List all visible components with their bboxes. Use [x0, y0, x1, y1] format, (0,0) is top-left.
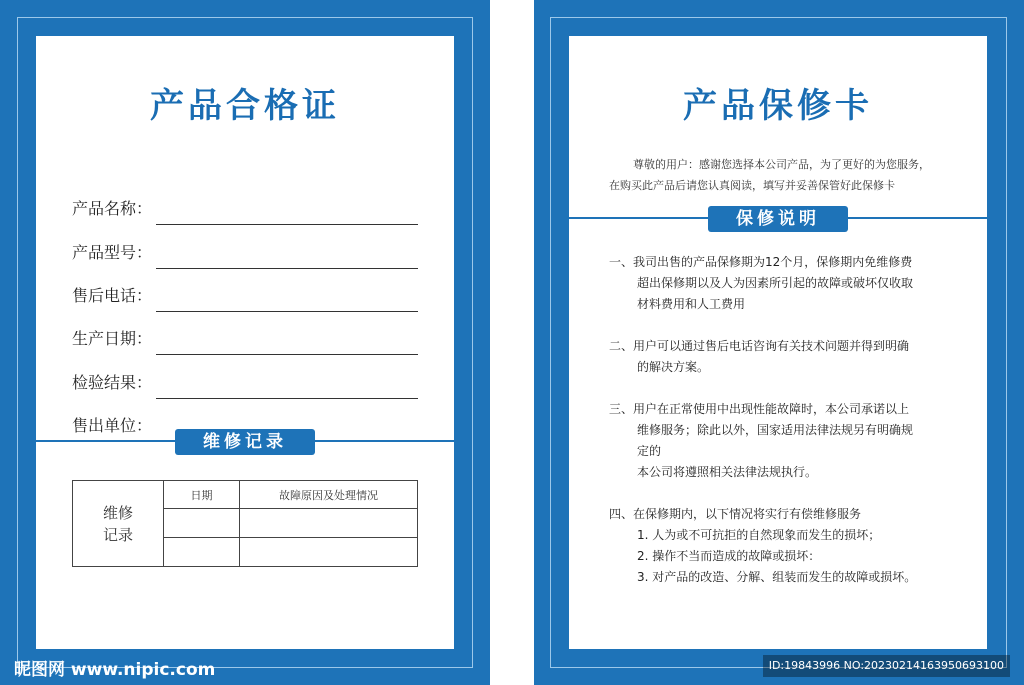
warranty-title: 产品保修卡 — [683, 86, 873, 126]
intro-line: 尊敬的用户：感谢您选择本公司产品，为了更好的为您服务， — [633, 158, 930, 171]
rule-line: 材料费用和人工费用 — [637, 297, 746, 311]
rule-line: 3. 对产品的改造、分解、组装而发生的故障或损坏。 — [637, 570, 917, 584]
rule-item — [609, 252, 954, 315]
certificate-card — [0, 0, 490, 685]
field-label: 售出单位： — [72, 416, 153, 435]
field-label: 检验结果： — [72, 373, 153, 392]
row-header-text: 维修记录 — [102, 503, 133, 544]
rule-line: 定的 — [637, 444, 662, 458]
table-cell[interactable] — [240, 509, 418, 538]
rule-line: 维修服务；除此以外，国家适用法律法规另有明确规 — [637, 423, 914, 437]
table-cell[interactable] — [164, 538, 240, 567]
repair-record-row-header — [73, 481, 164, 567]
warranty-intro — [609, 154, 969, 196]
certificate-panel — [36, 36, 454, 649]
field-production-date[interactable] — [72, 326, 432, 356]
repair-record-table — [72, 480, 418, 567]
rule-line: 超出保修期以及人为因素所引起的故障或破坏仅收取 — [637, 276, 914, 290]
col-reason-header: 故障原因及处理情况 — [240, 481, 418, 509]
rule-item — [609, 504, 954, 588]
warranty-card — [534, 0, 1024, 685]
field-product-name[interactable] — [72, 196, 432, 226]
rule-line: 1. 人为或不可抗拒的自然现象而发生的损坏； — [637, 528, 881, 542]
repair-record-label: 维修记录 — [175, 429, 315, 455]
field-service-phone[interactable] — [72, 283, 432, 313]
warranty-panel — [569, 36, 987, 649]
warranty-terms-label: 保修说明 — [708, 206, 848, 232]
field-label: 售后电话： — [72, 286, 153, 305]
field-label: 产品名称： — [72, 199, 153, 218]
certificate-title: 产品合格证 — [150, 86, 340, 126]
field-underline — [156, 398, 418, 399]
field-underline — [156, 268, 418, 269]
rule-line: 四、在保修期内，以下情况将实行有偿维修服务 — [609, 507, 862, 521]
rule-item — [609, 399, 954, 483]
nipic-watermark: 昵图网 www.nipic.com — [14, 660, 216, 680]
rule-line: 三、用户在正常使用中出现性能故障时，本公司承诺以上 — [609, 402, 910, 416]
table-cell[interactable] — [164, 509, 240, 538]
rule-line: 二、用户可以通过售后电话咨询有关技术问题并得到明确 — [609, 339, 910, 353]
rule-line: 一、我司出售的产品保修期为12个月，保修期内免维修费 — [609, 255, 913, 269]
field-inspection-result[interactable] — [72, 370, 432, 400]
rule-line: 本公司将遵照相关法律法规执行。 — [637, 465, 818, 479]
rule-line: 的解决方案。 — [637, 360, 710, 374]
table-cell[interactable] — [240, 538, 418, 567]
rule-line: 2. 操作不当而造成的故障或损坏： — [637, 549, 821, 563]
field-product-model[interactable] — [72, 240, 432, 270]
rule-item — [609, 336, 954, 378]
field-label: 产品型号： — [72, 243, 153, 262]
intro-line: 在购买此产品后请您认真阅读，填写并妥善保管好此保修卡 — [609, 179, 895, 192]
field-underline — [156, 224, 418, 225]
image-id-watermark: ID:19843996 NO:20230214163950693100 — [763, 655, 1010, 677]
warranty-rules — [609, 252, 954, 609]
field-label: 生产日期： — [72, 329, 153, 348]
field-underline — [156, 311, 418, 312]
field-underline — [156, 354, 418, 355]
col-date-header: 日期 — [164, 481, 240, 509]
